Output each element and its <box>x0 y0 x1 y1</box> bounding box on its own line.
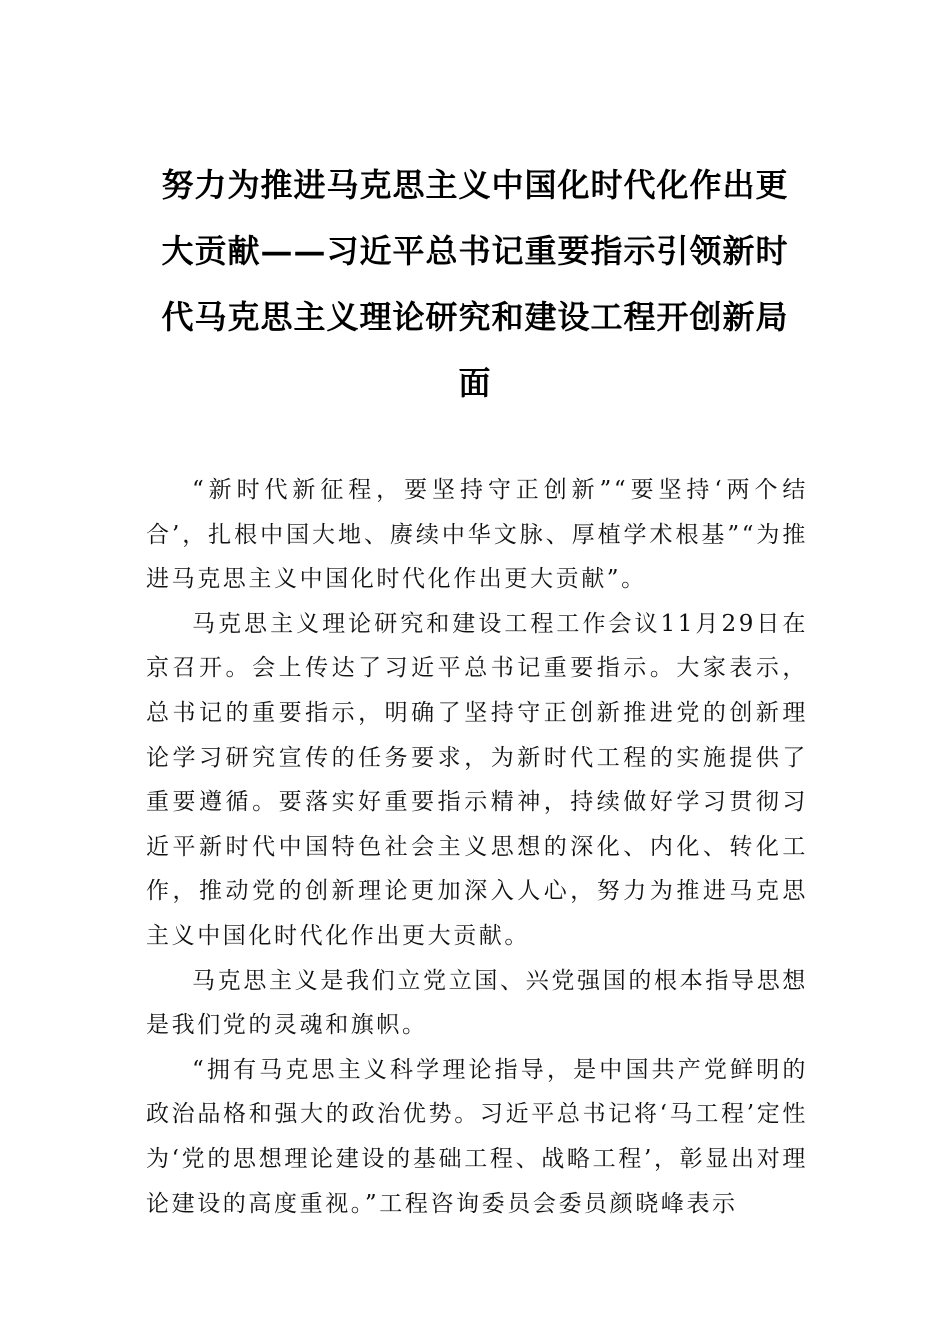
document-title: 努力为推进马克思主义中国化时代化作出更大贡献——习近平总书记重要指示引领新时代马克思主义理论研究和建设工程开创新局面 <box>161 166 789 402</box>
paragraph: 马克思主义理论研究和建设工程工作会议11月29日在京召开。会上传达了习近平总书记重要指示。大家表示，总书记的重要指示，明确了坚持守正创新推进党的创新理论学习研究宣传的任务要求，为新时代工程的实施提供了重要遵循。要落实好重要指示精神，持续做好学习贯彻习近平新时代中国特色社会主义思想的深化、内化、转化工作，推动党的创新理论更加深入人心，努力为推进马克思主义中国化时代化作出更大贡献。 <box>146 610 808 949</box>
paragraph: 马克思主义是我们立党立国、兴党强国的根本指导思想是我们党的灵魂和旗帜。 <box>146 967 808 1039</box>
document-body <box>146 468 808 1226</box>
paragraph: “新时代新征程，要坚持守正创新”“要坚持‘两个结合’，扎根中国大地、赓续中华文脉、厚植学术根基”“为推进马克思主义中国化时代化作出更大贡献”。 <box>146 477 808 593</box>
paragraph: “拥有马克思主义科学理论指导，是中国共产党鲜明的政治品格和强大的政治优势。习近平总书记将‘马工程’定性为‘党的思想理论建设的基础工程、战略工程’，彰显出对理论建设的高度重视。”工程咨询委员会委员颜晓峰表示 <box>146 1056 808 1217</box>
